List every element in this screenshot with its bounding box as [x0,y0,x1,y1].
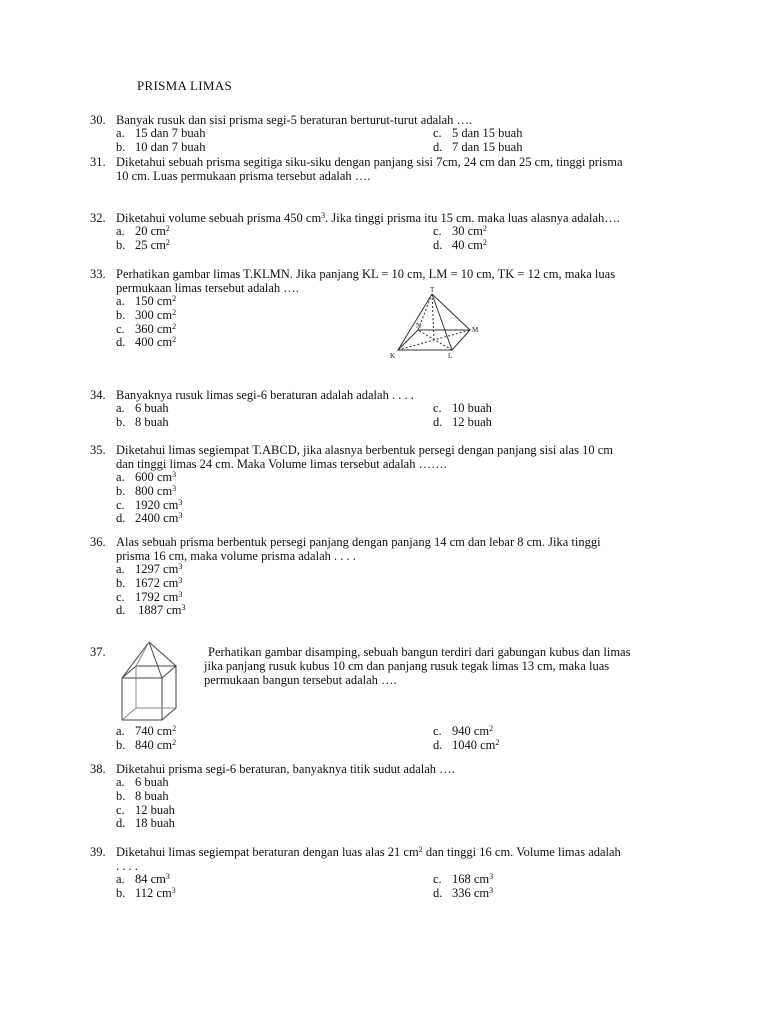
cube-hidden-depth [122,708,136,720]
question-text-cont: 10 cm. Luas permukaan prisma tersebut adalah …. [116,169,371,183]
option-c: c. 30 $cm^2$ [433,224,487,238]
question-text: Diketahui limas segiempat T.ABCD, jika alasnya berbentuk persegi dengan panjang sisi alas 10 cm [116,443,613,457]
option-c: c. 10 buah [433,401,492,415]
option-c: c. 1920 $cm^3$ [116,497,183,512]
question-text: Diketahui limas segiempat beraturan dengan luas alas 21 $cm^2$ dan tinggi 16 cm. Volume limas adalah [116,845,621,859]
option-a: a. 20 $cm^2$ [116,224,170,238]
pyramid-tklmn-figure [380,284,480,362]
question-text-cont: jika panjang rusuk kubus 10 cm dan panjang rusuk tegak limas 13 cm, maka luas [204,659,610,673]
question-36 [90,535,680,618]
question-number: 35. [90,443,106,457]
option-d: d. 40 $cm^2$ [433,237,487,252]
question-text: Diketahui prisma segi-6 beraturan, banyaknya titik sudut adalah …. [116,762,455,776]
page-title: PRISMA LIMAS [137,78,232,93]
question-text-cont: . . . . [116,859,138,873]
question-text: Banyak rusuk dan sisi prisma segi-5 beraturan berturut-turut adalah …. [116,113,473,127]
question-number: 31. [90,155,106,169]
option-a: a. 740 $cm^2$ [116,724,177,738]
question-text: Perhatikan gambar disamping, sebuah bangun terdiri dari gabungan kubus dan limas [208,645,631,659]
cube-top-left-edge [122,666,136,678]
question-34 [90,388,680,430]
option-b: b. 8 buah [116,788,169,803]
question-text-cont: prisma 16 cm, maka volume prisma adalah . . . . [116,549,356,563]
question-text: Diketahui volume sebuah prisma 450 $cm^3$. Jika tinggi prisma itu 15 cm. maka luas alasnya adalah…. [116,211,620,225]
edge-tk [398,294,432,350]
question-number: 36. [90,535,106,549]
question-text-cont: permukaan bangun tersebut adalah …. [204,673,397,687]
option-b: b. 8 buah [116,414,169,429]
edge-tl [432,294,452,350]
option-a: a. 6 buah [116,401,169,415]
option-d: d. 2400 $cm^3$ [116,511,183,526]
question-text: Diketahui sebuah prisma segitiga siku-siku dengan panjang sisi 7cm, 24 cm dan 25 cm, tinggi prisma [116,155,623,169]
question-37-text [204,645,684,687]
option-b: b. 840 $cm^2$ [116,737,177,752]
question-text-cont: permukaan limas tersebut adalah …. [116,281,299,295]
option-a: a. 600 $cm^3$ [116,470,177,484]
vertex-label-t: T [430,286,435,294]
question-37-options [90,725,680,753]
options [116,471,680,526]
question-number: 32. [90,211,106,225]
question-31 [90,155,680,183]
question-text: Banyaknya rusuk limas segi-6 beraturan adalah adalah . . . . [116,388,414,402]
option-b: b. 1672 $cm^3$ [116,575,183,590]
diagonal-ln [418,330,452,350]
question-text-cont: dan tinggi limas 24 cm. Maka Volume limas tersebut adalah ……. [116,457,447,471]
question-number: 34. [90,388,106,402]
question-39 [90,845,680,901]
option-a: a. 6 buah [116,775,169,789]
question-number: 37. [90,645,106,659]
option-c: c. 940 $cm^2$ [433,724,494,738]
question-32 [90,211,680,253]
options [116,563,680,618]
option-a: a. 150 $cm^2$ [116,294,177,308]
pyramid-height [432,294,434,340]
cube-pyramid-figure [118,640,180,724]
option-b: b. 10 dan 7 buah [116,139,206,154]
option-a: a. 84 $cm^3$ [116,872,170,886]
question-number: 33. [90,267,106,281]
option-d: d. 12 buah [433,414,492,429]
pyramid-edge-4 [136,642,149,666]
option-a: a. 15 dan 7 buah [116,126,206,140]
question-30 [90,113,680,155]
option-d: d. 400 $cm^2$ [116,335,177,350]
option-d: d. 1887 $cm^3$ [116,603,186,618]
option-b: b. 300 $cm^2$ [116,307,177,322]
option-c: c. 360 $cm^2$ [116,321,177,336]
option-a: a. 1297 $cm^3$ [116,562,183,576]
question-text: Perhatikan gambar limas T.KLMN. Jika panjang KL = 10 cm, LM = 10 cm, TK = 12 cm, maka luas [116,267,616,281]
question-number: 38. [90,762,106,776]
option-d: d. 336 $cm^3$ [433,885,494,900]
option-c: c. 1792 $cm^3$ [116,589,183,604]
vertex-label-k: K [390,352,396,360]
cube-front-face [122,678,162,720]
vertex-label-m: M [472,326,479,334]
vertex-label-n: N [416,322,422,330]
option-b: b. 800 $cm^3$ [116,483,177,498]
option-c: c. 168 $cm^3$ [433,872,494,886]
option-c: c. 12 buah [116,802,175,817]
question-35 [90,443,680,526]
option-b: b. 112 $cm^3$ [116,885,176,900]
options [116,127,680,155]
edge-tm [432,294,470,330]
options [116,225,680,253]
options [116,776,680,831]
question-number: 30. [90,113,106,127]
options [116,725,680,753]
option-c: c. 5 dan 15 buah [433,126,523,140]
option-d: d. 1040 $cm^2$ [433,737,500,752]
options [116,873,680,901]
vertex-label-l: L [448,352,453,360]
question-38 [90,762,680,831]
options [116,402,680,430]
option-d: d. 18 buah [116,816,175,831]
cube-right-face [162,666,176,720]
option-b: b. 25 $cm^2$ [116,237,170,252]
question-number: 39. [90,845,106,859]
question-text: Alas sebuah prisma berbentuk persegi panjang dengan panjang 14 cm dan lebar 8 cm. Jika tinggi [116,535,601,549]
option-d: d. 7 dan 15 buah [433,139,523,154]
